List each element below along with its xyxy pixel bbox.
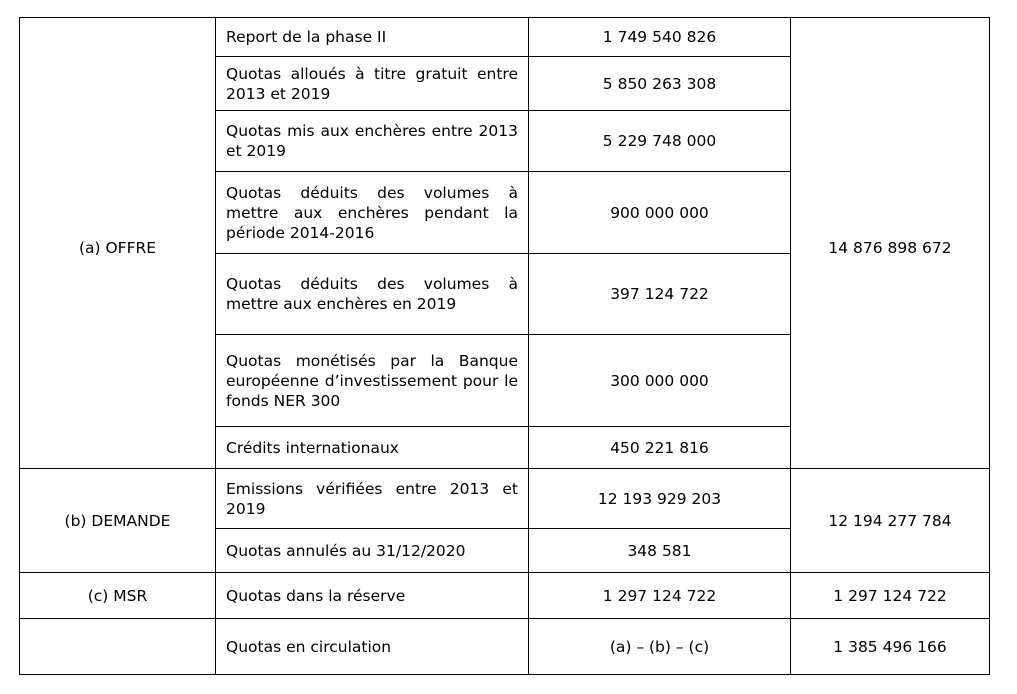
row-value: (a) – (b) – (c) [529, 619, 791, 675]
row-value: 1 749 540 826 [529, 18, 791, 57]
group-label-offre: (a) OFFRE [20, 18, 216, 469]
row-description: Quotas annulés au 31/12/2020 [216, 529, 529, 573]
row-description: Quotas mis aux enchères entre 2013 et 2019 [216, 111, 529, 172]
group-total-demande: 12 194 277 784 [791, 469, 990, 573]
row-value: 1 297 124 722 [529, 573, 791, 619]
row-description: Emissions vérifiées entre 2013 et 2019 [216, 469, 529, 529]
row-value: 450 221 816 [529, 427, 791, 469]
group-total-circulation: 1 385 496 166 [791, 619, 990, 675]
row-value: 348 581 [529, 529, 791, 573]
row-value: 900 000 000 [529, 172, 791, 254]
row-description: Report de la phase II [216, 18, 529, 57]
row-value: 5 850 263 308 [529, 57, 791, 111]
group-label-demande: (b) DEMANDE [20, 469, 216, 573]
row-value: 12 193 929 203 [529, 469, 791, 529]
quotas-table [19, 17, 990, 675]
row-description: Quotas en circulation [216, 619, 529, 675]
row-description: Crédits internationaux [216, 427, 529, 469]
row-description: Quotas déduits des volumes à mettre aux enchères pendant la période 2014-2016 [216, 172, 529, 254]
table-row [20, 18, 990, 57]
group-total-msr: 1 297 124 722 [791, 573, 990, 619]
group-label-msr: (c) MSR [20, 573, 216, 619]
row-description: Quotas monétisés par la Banque européenne d’investissement pour le fonds NER 300 [216, 335, 529, 427]
row-value: 300 000 000 [529, 335, 791, 427]
row-value: 397 124 722 [529, 254, 791, 335]
row-description: Quotas dans la réserve [216, 573, 529, 619]
table-row [20, 619, 990, 675]
row-value: 5 229 748 000 [529, 111, 791, 172]
group-label-empty [20, 619, 216, 675]
row-description: Quotas déduits des volumes à mettre aux enchères en 2019 [216, 254, 529, 335]
table-row [20, 573, 990, 619]
row-description: Quotas alloués à titre gratuit entre 2013 et 2019 [216, 57, 529, 111]
table-row [20, 469, 990, 529]
group-total-offre: 14 876 898 672 [791, 18, 990, 469]
